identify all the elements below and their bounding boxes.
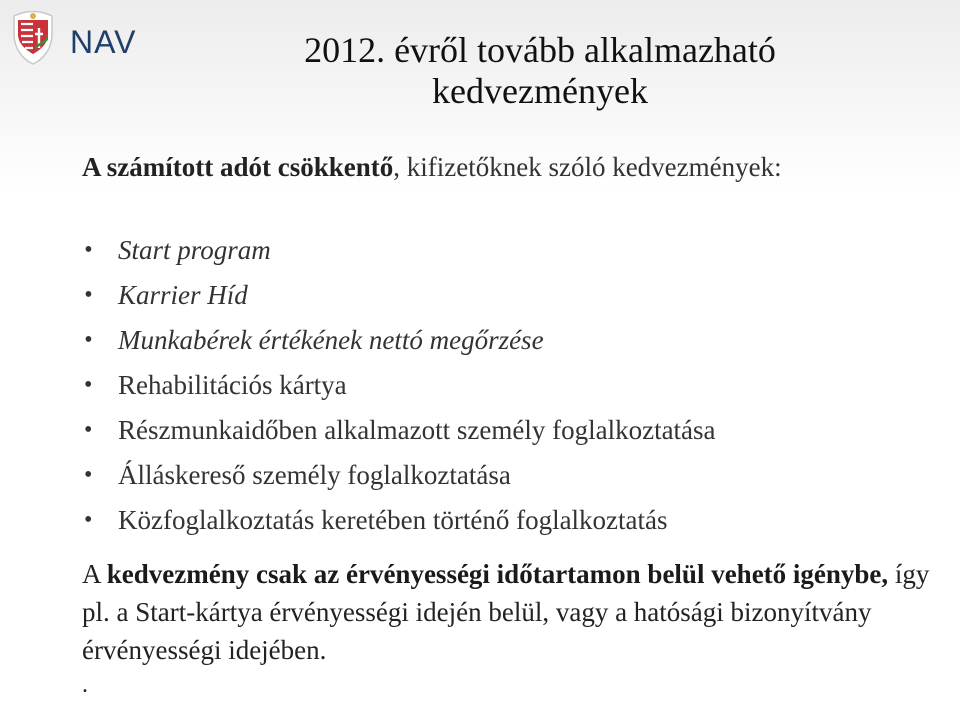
bullet-icon: • <box>84 372 93 398</box>
list-item-label: Rehabilitációs kártya <box>118 370 347 400</box>
list-item <box>82 228 952 273</box>
bullet-icon: • <box>84 282 93 308</box>
bullet-icon: • <box>84 237 93 263</box>
bullet-icon: • <box>84 462 93 488</box>
benefits-list <box>82 228 952 543</box>
list-item-label: Közfoglalkoztatás keretében történő foglalkoztatás <box>118 505 668 535</box>
bullet-icon: • <box>84 327 93 353</box>
outro-bold-text: kedvezmény csak az érvényességi időtartamon belül vehető igénybe, <box>106 559 889 589</box>
list-item <box>82 408 952 453</box>
list-item <box>82 273 952 318</box>
closing-paragraph <box>82 556 952 669</box>
title-line-1: 2012. évről tovább alkalmazható <box>304 30 776 70</box>
list-item-label: Munkabérek értékének nettó megőrzése <box>118 325 544 355</box>
list-item-label: Álláskereső személy foglalkoztatása <box>118 460 511 490</box>
intro-text: , kifizetőknek szóló kedvezmények: <box>393 152 782 182</box>
list-item <box>82 453 952 498</box>
list-item-label: Karrier Híd <box>118 280 248 310</box>
list-item-label: Részmunkaidőben alkalmazott személy foglalkoztatása <box>118 415 716 445</box>
outro-text: így pl. a Start-kártya érvényességi idején belül, vagy a hatósági bizonyítvány érvényességi idejében. <box>82 559 930 665</box>
outro-prefix: A <box>82 559 107 589</box>
bullet-icon: • <box>84 417 93 443</box>
intro-paragraph <box>82 150 942 185</box>
title-line-2: kedvezmények <box>432 71 648 112</box>
list-item <box>82 498 952 543</box>
intro-bold-text: A számított adót csökkentő <box>82 152 394 182</box>
trailing-mark: . <box>82 672 88 698</box>
logo-text: NAV <box>70 24 137 60</box>
page-title <box>120 30 960 113</box>
bullet-icon: • <box>84 507 93 533</box>
list-item-label: Start program <box>118 235 271 265</box>
hungarian-coat-of-arms-shield-icon <box>8 10 58 66</box>
list-item <box>82 363 952 408</box>
list-item <box>82 318 952 363</box>
